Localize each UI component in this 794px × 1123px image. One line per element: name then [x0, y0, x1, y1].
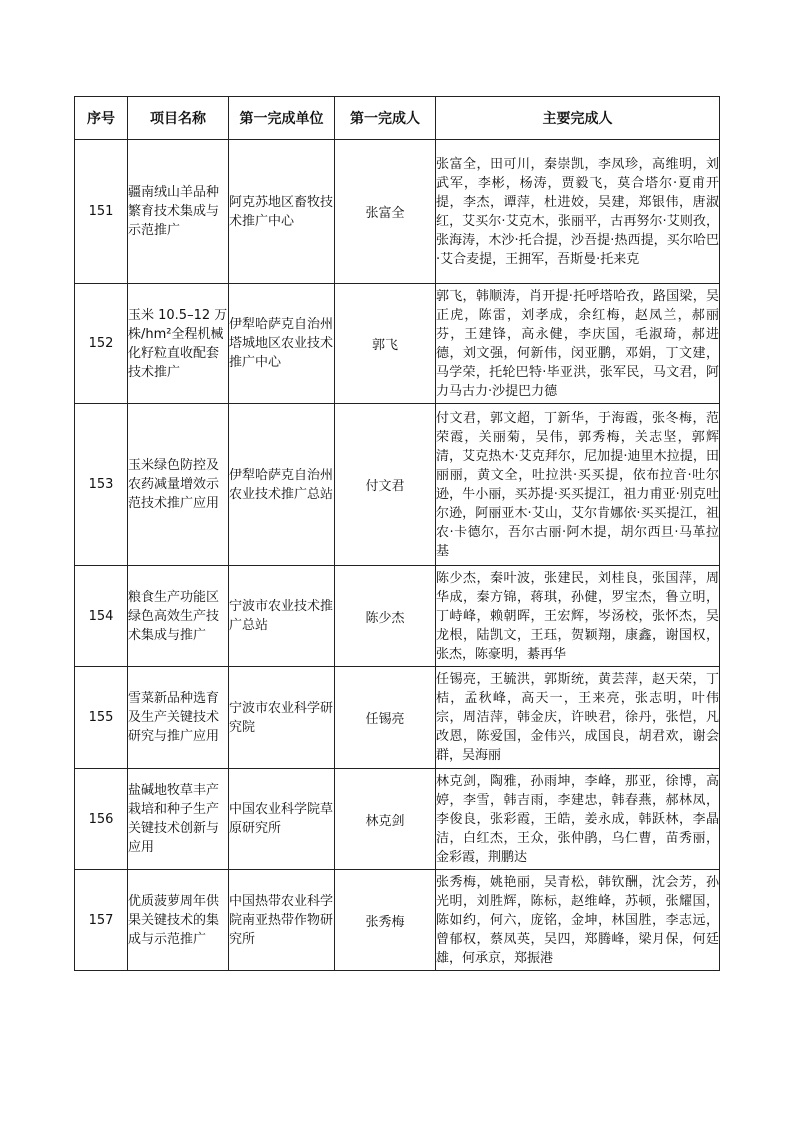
main-members: 郭飞，韩顺涛，肖开提·托呼塔哈孜，路国梁，吴正虎，陈雷，刘孝成，余红梅，赵凤兰，郝丽芬，王建锋，高永健，李庆国，毛淑琦，郝进德，刘文强，何新伟，闵亚鹏，邓娟，丁文建，马学荣，托轮巴特·毕亚洪，张军民，马文君，阿力马古力·沙提巴力德: [436, 284, 720, 404]
row-number: 153: [75, 404, 128, 566]
row-number: 151: [75, 140, 128, 284]
project-name: 粮食生产功能区绿色高效生产技术集成与推广: [128, 566, 229, 667]
row-number: 154: [75, 566, 128, 667]
project-name: 玉米 10.5–12 万株/hm²全程机械化籽粒直收配套技术推广: [128, 284, 229, 404]
first-unit: 阿克苏地区畜牧技术推广中心: [229, 140, 335, 284]
first-person: 任锡亮: [335, 667, 436, 769]
header-number: 序号: [75, 97, 128, 140]
table-row: [75, 870, 720, 971]
table-row: [75, 284, 720, 404]
header-main-members: 主要完成人: [436, 97, 720, 140]
main-members: 林克剑，陶雅，孙雨坤，李峰，那亚，徐博，高婷，李雪，韩吉雨，李建忠，韩春燕，郝林凤，李俊良，张彩霞，王皓，姜永成，韩跃林，李晶洁，白红杰，王众，张仲鹃，乌仁曹，苗秀丽，金彩霞，荆鹏达: [436, 769, 720, 870]
first-person: 张富全: [335, 140, 436, 284]
first-unit: 中国农业科学院草原研究所: [229, 769, 335, 870]
header-project-name: 项目名称: [128, 97, 229, 140]
row-number: 157: [75, 870, 128, 971]
project-name: 玉米绿色防控及农药减量增效示范技术推广应用: [128, 404, 229, 566]
first-unit: 宁波市农业科学研究院: [229, 667, 335, 769]
table-row: [75, 667, 720, 769]
first-person: 付文君: [335, 404, 436, 566]
main-members: 任锡亮，王毓洪，郭斯统，黄芸萍，赵天荣，丁桔，孟秋峰，高天一，王来亮，张志明，叶伟宗，周洁萍，韩金庆，许映君，徐丹，张恺，凡改恩，陈爱国，金伟兴，成国良，胡君欢，谢会群，吴海丽: [436, 667, 720, 769]
table-row: [75, 566, 720, 667]
table-row: [75, 404, 720, 566]
row-number: 155: [75, 667, 128, 769]
table-row: [75, 140, 720, 284]
main-members: 付文君，郭文超，丁新华，于海霞，张冬梅，范荣霞，关丽菊，吴伟，郭秀梅，关志坚，郭辉清，艾克热木·艾克拜尔，尼加提·迪里木拉提，田丽丽，黄文全，吐拉洪·买买提，依布拉音·吐尔逊，牛小丽，买苏提·买买提江，祖力甫亚·别克吐尔逊，阿丽亚木·艾山，艾尔肯娜依·买买提江，祖农·卡德尔，吾尔古丽·阿木提，胡尔西旦·马革拉基: [436, 404, 720, 566]
header-first-unit: 第一完成单位: [229, 97, 335, 140]
main-members: 张富全，田可川，秦崇凯，李凤珍，高维明，刘武军，李彬，杨涛，贾毅飞，莫合塔尔·夏甫开提，李杰，谭萍，杜进姣，吴建，郑银伟，唐淑红，艾买尔·艾克木，张丽平，古再努尔·艾则孜，张海涛，木沙·托合提，沙吾提·热西提，买尔哈巴·艾合麦提，王拥军，吾斯曼·托来克: [436, 140, 720, 284]
award-table: [74, 96, 720, 971]
first-person: 张秀梅: [335, 870, 436, 971]
row-number: 156: [75, 769, 128, 870]
project-name: 盐碱地牧草丰产栽培和种子生产关键技术创新与应用: [128, 769, 229, 870]
first-unit: 中国热带农业科学院南亚热带作物研究所: [229, 870, 335, 971]
header-row: [75, 97, 720, 140]
main-members: 陈少杰，秦叶波，张建民，刘桂良，张国萍，周华成，秦方锦，蒋琪，孙健，罗宝杰，鲁立明，丁峙峰，赖朝晖，王宏辉，岑汤校，张怀杰，吴龙根，陆凯文，王珏，贺颖翔，康鑫，谢国权，张杰，陈豪明，綦再华: [436, 566, 720, 667]
table-row: [75, 769, 720, 870]
first-person: 陈少杰: [335, 566, 436, 667]
row-number: 152: [75, 284, 128, 404]
project-name: 疆南绒山羊品种繁育技术集成与示范推广: [128, 140, 229, 284]
first-unit: 宁波市农业技术推广总站: [229, 566, 335, 667]
project-name: 雪菜新品种选育及生产关键技术研究与推广应用: [128, 667, 229, 769]
first-unit: 伊犁哈萨克自治州塔城地区农业技术推广中心: [229, 284, 335, 404]
first-person: 林克剑: [335, 769, 436, 870]
header-first-person: 第一完成人: [335, 97, 436, 140]
main-members: 张秀梅，姚艳丽，吴青松，韩钦酬，沈会芳，孙光明，刘胜辉，陈标，赵维峰，苏顿，张耀国，陈如约，何六，庞铭，金坤，林国胜，李志远，曾郁权，蔡凤英，吴四，郑腾峰，梁月保，何廷雄，何承京，郑振港: [436, 870, 720, 971]
first-person: 郭飞: [335, 284, 436, 404]
first-unit: 伊犁哈萨克自治州农业技术推广总站: [229, 404, 335, 566]
project-name: 优质菠萝周年供果关键技术的集成与示范推广: [128, 870, 229, 971]
